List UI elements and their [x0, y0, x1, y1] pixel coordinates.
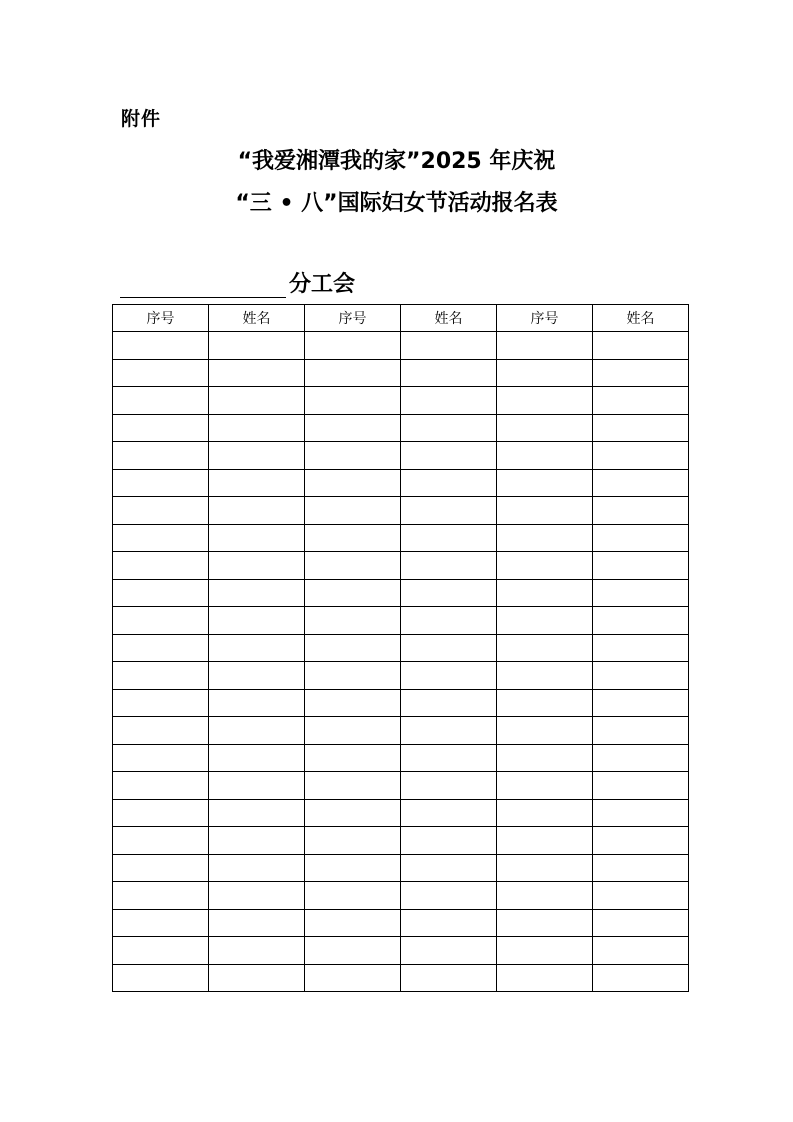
name-cell[interactable] [593, 607, 689, 635]
name-cell[interactable] [401, 744, 497, 772]
header-name: 姓名 [401, 305, 497, 332]
serial-number-cell[interactable] [497, 882, 593, 910]
table-row [113, 579, 689, 607]
document-title-line-2: “三 • 八”国际妇女节活动报名表 [235, 191, 558, 216]
name-cell[interactable] [401, 799, 497, 827]
name-cell[interactable] [401, 827, 497, 855]
table-row [113, 717, 689, 745]
serial-number-cell[interactable] [497, 552, 593, 580]
serial-number-cell[interactable] [497, 827, 593, 855]
name-cell[interactable] [401, 662, 497, 690]
serial-number-cell[interactable] [305, 854, 401, 882]
name-cell[interactable] [593, 414, 689, 442]
header-serial-number: 序号 [113, 305, 209, 332]
serial-number-cell[interactable] [305, 882, 401, 910]
name-cell[interactable] [209, 662, 305, 690]
serial-number-cell[interactable] [497, 414, 593, 442]
serial-number-cell[interactable] [497, 387, 593, 415]
serial-number-cell[interactable] [113, 717, 209, 745]
name-cell[interactable] [593, 744, 689, 772]
name-cell[interactable] [209, 524, 305, 552]
table-row [113, 662, 689, 690]
serial-number-cell[interactable] [113, 469, 209, 497]
serial-number-cell[interactable] [113, 854, 209, 882]
serial-number-cell[interactable] [113, 909, 209, 937]
name-cell[interactable] [209, 607, 305, 635]
serial-number-cell[interactable] [497, 579, 593, 607]
name-cell[interactable] [209, 634, 305, 662]
name-cell[interactable] [209, 909, 305, 937]
name-cell[interactable] [401, 772, 497, 800]
table-row [113, 634, 689, 662]
document-title-line-1: “我爱湘潭我的家”2025 年庆祝 [237, 149, 556, 174]
name-cell[interactable] [593, 689, 689, 717]
serial-number-cell[interactable] [305, 689, 401, 717]
table-row [113, 689, 689, 717]
name-cell[interactable] [593, 799, 689, 827]
table-row [113, 524, 689, 552]
header-name: 姓名 [593, 305, 689, 332]
name-cell[interactable] [209, 552, 305, 580]
name-cell[interactable] [593, 442, 689, 470]
name-cell[interactable] [401, 442, 497, 470]
name-cell[interactable] [593, 717, 689, 745]
serial-number-cell[interactable] [113, 937, 209, 965]
serial-number-cell[interactable] [305, 772, 401, 800]
serial-number-cell[interactable] [497, 909, 593, 937]
table-row [113, 497, 689, 525]
serial-number-cell[interactable] [305, 332, 401, 360]
serial-number-cell[interactable] [113, 332, 209, 360]
serial-number-cell[interactable] [113, 414, 209, 442]
table-row [113, 387, 689, 415]
name-cell[interactable] [401, 909, 497, 937]
name-cell[interactable] [593, 387, 689, 415]
serial-number-cell[interactable] [113, 689, 209, 717]
table-row [113, 827, 689, 855]
name-cell[interactable] [401, 964, 497, 992]
name-cell[interactable] [209, 854, 305, 882]
serial-number-cell[interactable] [305, 442, 401, 470]
name-cell[interactable] [209, 799, 305, 827]
name-cell[interactable] [209, 579, 305, 607]
serial-number-cell[interactable] [113, 552, 209, 580]
name-cell[interactable] [401, 524, 497, 552]
serial-number-cell[interactable] [305, 744, 401, 772]
name-cell[interactable] [209, 359, 305, 387]
serial-number-cell[interactable] [113, 387, 209, 415]
serial-number-cell[interactable] [497, 607, 593, 635]
serial-number-cell[interactable] [113, 882, 209, 910]
serial-number-cell[interactable] [113, 744, 209, 772]
name-cell[interactable] [209, 332, 305, 360]
name-cell[interactable] [209, 964, 305, 992]
serial-number-cell[interactable] [497, 689, 593, 717]
name-cell[interactable] [593, 634, 689, 662]
serial-number-cell[interactable] [497, 772, 593, 800]
serial-number-cell[interactable] [305, 469, 401, 497]
serial-number-cell[interactable] [305, 799, 401, 827]
serial-number-cell[interactable] [305, 827, 401, 855]
serial-number-cell[interactable] [497, 469, 593, 497]
header-name: 姓名 [209, 305, 305, 332]
serial-number-cell[interactable] [497, 744, 593, 772]
serial-number-cell[interactable] [113, 634, 209, 662]
serial-number-cell[interactable] [113, 662, 209, 690]
name-cell[interactable] [209, 744, 305, 772]
name-cell[interactable] [593, 854, 689, 882]
serial-number-cell[interactable] [113, 964, 209, 992]
attachment-label: 附件 [121, 108, 162, 130]
serial-number-cell[interactable] [305, 414, 401, 442]
name-cell[interactable] [401, 717, 497, 745]
signup-table-body [113, 332, 689, 992]
table-header-row [113, 305, 689, 332]
name-cell[interactable] [401, 469, 497, 497]
serial-number-cell[interactable] [497, 442, 593, 470]
name-cell[interactable] [209, 469, 305, 497]
serial-number-cell[interactable] [497, 634, 593, 662]
serial-number-cell[interactable] [497, 799, 593, 827]
serial-number-cell[interactable] [497, 662, 593, 690]
name-cell[interactable] [593, 882, 689, 910]
name-cell[interactable] [593, 497, 689, 525]
name-cell[interactable] [209, 387, 305, 415]
name-cell[interactable] [401, 332, 497, 360]
name-cell[interactable] [593, 332, 689, 360]
name-cell[interactable] [401, 414, 497, 442]
serial-number-cell[interactable] [305, 579, 401, 607]
name-cell[interactable] [593, 359, 689, 387]
name-cell[interactable] [401, 579, 497, 607]
table-row [113, 909, 689, 937]
serial-number-cell[interactable] [305, 909, 401, 937]
name-cell[interactable] [593, 579, 689, 607]
table-row [113, 414, 689, 442]
serial-number-cell[interactable] [113, 497, 209, 525]
serial-number-cell[interactable] [113, 579, 209, 607]
name-cell[interactable] [401, 689, 497, 717]
serial-number-cell[interactable] [305, 634, 401, 662]
name-cell[interactable] [209, 827, 305, 855]
name-cell[interactable] [401, 387, 497, 415]
table-row [113, 772, 689, 800]
serial-number-cell[interactable] [113, 359, 209, 387]
name-cell[interactable] [209, 497, 305, 525]
serial-number-cell[interactable] [305, 359, 401, 387]
table-row [113, 332, 689, 360]
serial-number-cell[interactable] [113, 442, 209, 470]
name-cell[interactable] [593, 469, 689, 497]
name-cell[interactable] [401, 552, 497, 580]
serial-number-cell[interactable] [113, 799, 209, 827]
serial-number-cell[interactable] [305, 717, 401, 745]
serial-number-cell[interactable] [305, 964, 401, 992]
serial-number-cell[interactable] [497, 937, 593, 965]
serial-number-cell[interactable] [497, 359, 593, 387]
name-cell[interactable] [209, 414, 305, 442]
table-row [113, 964, 689, 992]
table-row [113, 359, 689, 387]
table-row [113, 882, 689, 910]
serial-number-cell[interactable] [497, 717, 593, 745]
name-cell[interactable] [209, 772, 305, 800]
table-row [113, 552, 689, 580]
header-serial-number: 序号 [305, 305, 401, 332]
serial-number-cell[interactable] [113, 827, 209, 855]
serial-number-cell[interactable] [113, 524, 209, 552]
name-cell[interactable] [593, 772, 689, 800]
name-cell[interactable] [593, 662, 689, 690]
name-cell[interactable] [401, 882, 497, 910]
table-row [113, 469, 689, 497]
name-cell[interactable] [209, 717, 305, 745]
table-row [113, 607, 689, 635]
name-cell[interactable] [209, 937, 305, 965]
name-cell[interactable] [401, 359, 497, 387]
name-cell[interactable] [401, 854, 497, 882]
serial-number-cell[interactable] [305, 497, 401, 525]
name-cell[interactable] [593, 827, 689, 855]
serial-number-cell[interactable] [497, 497, 593, 525]
name-cell[interactable] [401, 634, 497, 662]
name-cell[interactable] [593, 937, 689, 965]
name-cell[interactable] [209, 442, 305, 470]
serial-number-cell[interactable] [305, 937, 401, 965]
header-serial-number: 序号 [497, 305, 593, 332]
serial-number-cell[interactable] [497, 524, 593, 552]
name-cell[interactable] [401, 607, 497, 635]
serial-number-cell[interactable] [305, 552, 401, 580]
table-row [113, 744, 689, 772]
serial-number-cell[interactable] [305, 662, 401, 690]
serial-number-cell[interactable] [497, 964, 593, 992]
table-row [113, 442, 689, 470]
name-cell[interactable] [401, 497, 497, 525]
name-cell[interactable] [209, 689, 305, 717]
serial-number-cell[interactable] [497, 332, 593, 360]
branch-name-blank[interactable] [120, 271, 286, 298]
serial-number-cell[interactable] [113, 607, 209, 635]
table-row [113, 854, 689, 882]
serial-number-cell[interactable] [497, 854, 593, 882]
table-row [113, 799, 689, 827]
signup-table [112, 304, 689, 992]
name-cell[interactable] [593, 909, 689, 937]
serial-number-cell[interactable] [113, 772, 209, 800]
branch-union-label: 分工会 [289, 272, 356, 297]
name-cell[interactable] [209, 882, 305, 910]
name-cell[interactable] [593, 552, 689, 580]
name-cell[interactable] [401, 937, 497, 965]
name-cell[interactable] [593, 524, 689, 552]
serial-number-cell[interactable] [305, 387, 401, 415]
name-cell[interactable] [593, 964, 689, 992]
table-row [113, 937, 689, 965]
branch-union-field [120, 268, 355, 298]
serial-number-cell[interactable] [305, 524, 401, 552]
serial-number-cell[interactable] [305, 607, 401, 635]
